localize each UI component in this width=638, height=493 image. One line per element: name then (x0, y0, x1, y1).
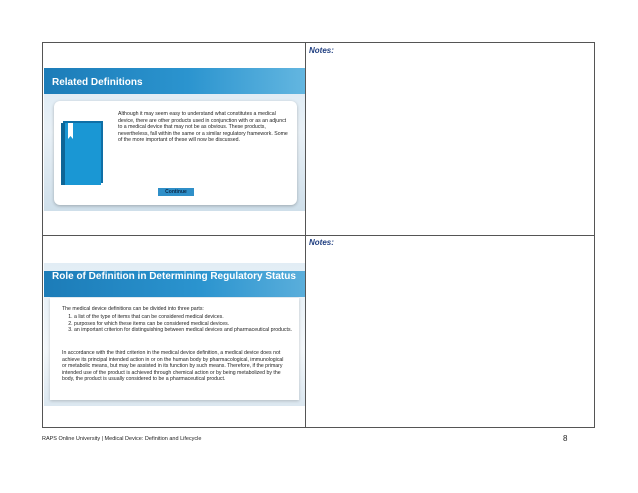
list-item: 3. an important criterion for distinguishing between medical devices and pharmaceutical products. (74, 327, 299, 334)
list-item: 2. purposes for which these items can be considered medical devices. (74, 321, 299, 328)
content-card (54, 101, 297, 205)
slide-role-of-definition (44, 263, 305, 406)
content-card (50, 298, 299, 400)
book-icon (59, 119, 105, 185)
column-divider (305, 43, 306, 427)
criterion-paragraph: In accordance with the third criterion in the medical device definition, a medical device does not achieve its principal intended action in or on the human body by pharmacological, immunological or metabolic means, but may be assisted in its function by such means. Therefore, if the primary intended use of the product is achieved through chemical action or by being metabolized by the body, the product is usually considered to be a pharmaceutical product. (62, 350, 284, 382)
slide-related-definitions (44, 68, 305, 211)
notes-label-1: Notes: (309, 46, 334, 55)
definition-parts-list (62, 314, 299, 334)
slide-title: Related Definitions (52, 77, 143, 88)
page-number: 8 (563, 434, 568, 443)
slide-title: Role of Definition in Determining Regulatory Status (52, 271, 296, 282)
notes-label-2: Notes: (309, 238, 334, 247)
continue-button[interactable]: Continue (158, 188, 194, 196)
handout-grid (42, 42, 595, 428)
footer-text: RAPS Online University | Medical Device: Definition and Lifecycle (42, 436, 202, 442)
list-item: 1. a list of the type of items that can be considered medical devices. (74, 314, 299, 321)
slide-body-text: Although it may seem easy to understand what constitutes a medical device, there are other products used in conjunction with or as an adjunct to a medical device that may not be as obvious. These products, nevertheless, fall within the same or a similar regulatory framework. Some of the more important of these will now be discussed. (118, 111, 288, 143)
intro-text: The medical device definitions can be divided into three parts: (62, 306, 204, 312)
row-divider (43, 235, 594, 236)
